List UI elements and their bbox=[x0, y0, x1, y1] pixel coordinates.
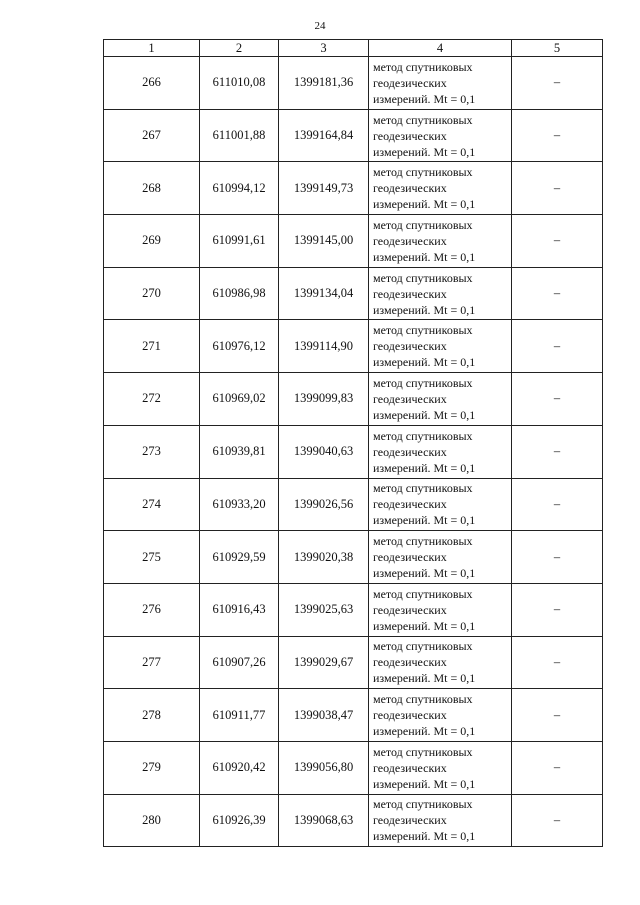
y-coordinate-cell: 1399134,04 bbox=[279, 267, 369, 320]
x-coordinate-cell: 610926,39 bbox=[200, 794, 279, 847]
table-row bbox=[104, 425, 603, 478]
y-coordinate-cell: 1399145,00 bbox=[279, 215, 369, 268]
method-text-line: измерений. Mt = 0,1 bbox=[373, 513, 476, 528]
table-row bbox=[104, 267, 603, 320]
method-cell bbox=[369, 689, 512, 742]
column-header: 2 bbox=[200, 40, 279, 57]
method-text-line: метод спутниковых bbox=[373, 165, 473, 180]
method-text-line: метод спутниковых bbox=[373, 323, 473, 338]
column-5-cell bbox=[512, 425, 603, 478]
method-text-line: геодезических bbox=[373, 497, 447, 512]
column-5-cell bbox=[512, 583, 603, 636]
column-5-cell bbox=[512, 531, 603, 584]
empty-value-dash: – bbox=[553, 444, 561, 459]
y-coordinate-cell: 1399068,63 bbox=[279, 794, 369, 847]
point-number-cell: 273 bbox=[104, 425, 200, 478]
table-row bbox=[104, 531, 603, 584]
method-text-line: метод спутниковых bbox=[373, 744, 473, 759]
method-cell bbox=[369, 215, 512, 268]
method-text-line: геодезических bbox=[373, 75, 447, 90]
method-text-line: геодезических bbox=[373, 760, 447, 775]
method-text-line: измерений. Mt = 0,1 bbox=[373, 355, 476, 370]
x-coordinate-cell: 610916,43 bbox=[200, 583, 279, 636]
empty-value-dash: – bbox=[553, 180, 561, 195]
x-coordinate-cell: 610911,77 bbox=[200, 689, 279, 742]
method-text-line: метод спутниковых bbox=[373, 534, 473, 549]
method-text-line: измерений. Mt = 0,1 bbox=[373, 724, 476, 739]
method-text-line: метод спутниковых bbox=[373, 217, 473, 232]
column-header: 4 bbox=[369, 40, 512, 57]
column-5-cell bbox=[512, 57, 603, 110]
method-text-line: измерений. Mt = 0,1 bbox=[373, 91, 476, 106]
y-coordinate-cell: 1399114,90 bbox=[279, 320, 369, 373]
point-number-cell: 278 bbox=[104, 689, 200, 742]
method-text-line: геодезических bbox=[373, 602, 447, 617]
empty-value-dash: – bbox=[553, 707, 561, 722]
method-text-line: измерений. Mt = 0,1 bbox=[373, 144, 476, 159]
table-row bbox=[104, 215, 603, 268]
x-coordinate-cell: 610907,26 bbox=[200, 636, 279, 689]
y-coordinate-cell: 1399181,36 bbox=[279, 57, 369, 110]
y-coordinate-cell: 1399164,84 bbox=[279, 109, 369, 162]
method-text-line: метод спутниковых bbox=[373, 692, 473, 707]
table-row bbox=[104, 373, 603, 426]
method-cell bbox=[369, 162, 512, 215]
point-number-cell: 266 bbox=[104, 57, 200, 110]
method-cell bbox=[369, 794, 512, 847]
empty-value-dash: – bbox=[553, 391, 561, 406]
column-5-cell bbox=[512, 162, 603, 215]
method-cell bbox=[369, 531, 512, 584]
method-cell bbox=[369, 583, 512, 636]
x-coordinate-cell: 610994,12 bbox=[200, 162, 279, 215]
method-cell bbox=[369, 320, 512, 373]
method-cell bbox=[369, 373, 512, 426]
empty-value-dash: – bbox=[553, 760, 561, 775]
y-coordinate-cell: 1399029,67 bbox=[279, 636, 369, 689]
point-number-cell: 267 bbox=[104, 109, 200, 162]
method-text-line: метод спутниковых bbox=[373, 481, 473, 496]
point-number-cell: 268 bbox=[104, 162, 200, 215]
method-text-line: измерений. Mt = 0,1 bbox=[373, 249, 476, 264]
method-text-line: измерений. Mt = 0,1 bbox=[373, 197, 476, 212]
method-text-line: геодезических bbox=[373, 339, 447, 354]
method-text-line: геодезических bbox=[373, 550, 447, 565]
method-text-line: метод спутниковых bbox=[373, 59, 473, 74]
empty-value-dash: – bbox=[553, 128, 561, 143]
column-header: 5 bbox=[512, 40, 603, 57]
method-text-line: измерений. Mt = 0,1 bbox=[373, 460, 476, 475]
method-cell bbox=[369, 425, 512, 478]
method-text-line: метод спутниковых bbox=[373, 639, 473, 654]
column-5-cell bbox=[512, 636, 603, 689]
point-number-cell: 275 bbox=[104, 531, 200, 584]
point-number-cell: 274 bbox=[104, 478, 200, 531]
empty-value-dash: – bbox=[553, 233, 561, 248]
empty-value-dash: – bbox=[553, 496, 561, 511]
column-5-cell bbox=[512, 320, 603, 373]
empty-value-dash: – bbox=[553, 549, 561, 564]
y-coordinate-cell: 1399056,80 bbox=[279, 741, 369, 794]
method-text-line: геодезических bbox=[373, 128, 447, 143]
point-number-cell: 280 bbox=[104, 794, 200, 847]
method-text-line: измерений. Mt = 0,1 bbox=[373, 776, 476, 791]
method-text-line: геодезических bbox=[373, 233, 447, 248]
column-header: 3 bbox=[279, 40, 369, 57]
method-text-line: измерений. Mt = 0,1 bbox=[373, 566, 476, 581]
table-row bbox=[104, 162, 603, 215]
table-row bbox=[104, 741, 603, 794]
method-text-line: метод спутниковых bbox=[373, 428, 473, 443]
method-text-line: геодезических bbox=[373, 708, 447, 723]
page-number: 24 bbox=[314, 20, 326, 32]
empty-value-dash: – bbox=[553, 286, 561, 301]
column-5-cell bbox=[512, 794, 603, 847]
point-number-cell: 272 bbox=[104, 373, 200, 426]
table-row bbox=[104, 794, 603, 847]
table-row bbox=[104, 57, 603, 110]
method-cell bbox=[369, 57, 512, 110]
empty-value-dash: – bbox=[553, 654, 561, 669]
coordinates-table bbox=[103, 39, 603, 847]
method-text-line: измерений. Mt = 0,1 bbox=[373, 671, 476, 686]
empty-value-dash: – bbox=[553, 812, 561, 827]
method-cell bbox=[369, 741, 512, 794]
point-number-cell: 276 bbox=[104, 583, 200, 636]
column-5-cell bbox=[512, 478, 603, 531]
method-cell bbox=[369, 267, 512, 320]
point-number-cell: 277 bbox=[104, 636, 200, 689]
table-row bbox=[104, 320, 603, 373]
y-coordinate-cell: 1399025,63 bbox=[279, 583, 369, 636]
x-coordinate-cell: 610933,20 bbox=[200, 478, 279, 531]
empty-value-dash: – bbox=[553, 75, 561, 90]
method-text-line: метод спутниковых bbox=[373, 112, 473, 127]
column-5-cell bbox=[512, 373, 603, 426]
column-5-cell bbox=[512, 689, 603, 742]
y-coordinate-cell: 1399040,63 bbox=[279, 425, 369, 478]
method-text-line: геодезических bbox=[373, 444, 447, 459]
method-text-line: измерений. Mt = 0,1 bbox=[373, 829, 476, 844]
table-row bbox=[104, 478, 603, 531]
method-text-line: геодезических bbox=[373, 391, 447, 406]
x-coordinate-cell: 610976,12 bbox=[200, 320, 279, 373]
method-text-line: измерений. Mt = 0,1 bbox=[373, 407, 476, 422]
x-coordinate-cell: 610939,81 bbox=[200, 425, 279, 478]
x-coordinate-cell: 610969,02 bbox=[200, 373, 279, 426]
point-number-cell: 269 bbox=[104, 215, 200, 268]
empty-value-dash: – bbox=[553, 602, 561, 617]
method-text-line: геодезических bbox=[373, 655, 447, 670]
point-number-cell: 279 bbox=[104, 741, 200, 794]
table-row bbox=[104, 636, 603, 689]
y-coordinate-cell: 1399020,38 bbox=[279, 531, 369, 584]
point-number-cell: 271 bbox=[104, 320, 200, 373]
x-coordinate-cell: 610920,42 bbox=[200, 741, 279, 794]
empty-value-dash: – bbox=[553, 338, 561, 353]
column-5-cell bbox=[512, 741, 603, 794]
column-header: 1 bbox=[104, 40, 200, 57]
x-coordinate-cell: 611010,08 bbox=[200, 57, 279, 110]
method-cell bbox=[369, 636, 512, 689]
method-text-line: измерений. Mt = 0,1 bbox=[373, 618, 476, 633]
y-coordinate-cell: 1399038,47 bbox=[279, 689, 369, 742]
x-coordinate-cell: 610991,61 bbox=[200, 215, 279, 268]
y-coordinate-cell: 1399026,56 bbox=[279, 478, 369, 531]
x-coordinate-cell: 610986,98 bbox=[200, 267, 279, 320]
table-header-row bbox=[104, 40, 603, 57]
table-row bbox=[104, 689, 603, 742]
method-text-line: геодезических bbox=[373, 286, 447, 301]
method-text-line: измерений. Mt = 0,1 bbox=[373, 302, 476, 317]
method-text-line: метод спутниковых bbox=[373, 375, 473, 390]
x-coordinate-cell: 611001,88 bbox=[200, 109, 279, 162]
column-5-cell bbox=[512, 267, 603, 320]
point-number-cell: 270 bbox=[104, 267, 200, 320]
method-text-line: метод спутниковых bbox=[373, 797, 473, 812]
table-body bbox=[104, 40, 603, 847]
column-5-cell bbox=[512, 109, 603, 162]
method-cell bbox=[369, 109, 512, 162]
column-5-cell bbox=[512, 215, 603, 268]
method-text-line: метод спутниковых bbox=[373, 270, 473, 285]
method-text-line: геодезических bbox=[373, 181, 447, 196]
method-cell bbox=[369, 478, 512, 531]
method-text-line: метод спутниковых bbox=[373, 586, 473, 601]
table-row bbox=[104, 109, 603, 162]
method-text-line: геодезических bbox=[373, 813, 447, 828]
table-row bbox=[104, 583, 603, 636]
y-coordinate-cell: 1399149,73 bbox=[279, 162, 369, 215]
y-coordinate-cell: 1399099,83 bbox=[279, 373, 369, 426]
x-coordinate-cell: 610929,59 bbox=[200, 531, 279, 584]
